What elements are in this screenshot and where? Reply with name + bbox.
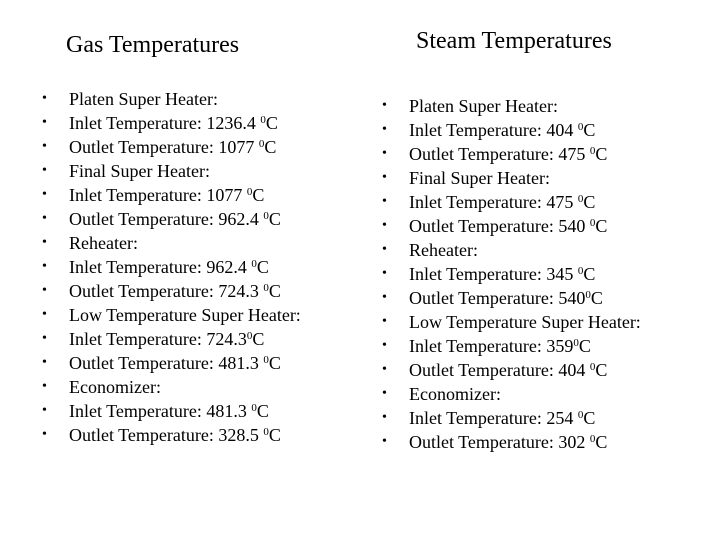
list-item (42, 135, 301, 159)
steam-temperatures-list (382, 94, 641, 454)
unit-suffix: C (595, 432, 608, 452)
item-text: Outlet Temperature: 328.5 (69, 425, 264, 445)
unit-suffix: C (252, 329, 265, 349)
item-text: Inlet Temperature: 481.3 (69, 401, 252, 421)
list-item (42, 423, 301, 447)
item-text: Outlet Temperature: 302 (409, 432, 590, 452)
bullet-icon: • (42, 91, 47, 106)
unit-suffix: C (265, 113, 278, 133)
unit-suffix: C (595, 144, 608, 164)
bullet-icon: • (42, 163, 47, 178)
list-item (382, 238, 641, 262)
bullet-icon: • (382, 194, 387, 209)
list-item (42, 327, 301, 351)
item-text: Economizer: (409, 384, 501, 404)
item-text: Inlet Temperature: 1236.4 (69, 113, 261, 133)
item-text: Inlet Temperature: 962.4 (69, 257, 252, 277)
unit-suffix: C (583, 120, 596, 140)
unit-suffix: C (595, 360, 608, 380)
item-text: Economizer: (69, 377, 161, 397)
unit-suffix: C (268, 209, 281, 229)
item-text: Low Temperature Super Heater: (409, 312, 641, 332)
bullet-icon: • (382, 362, 387, 377)
bullet-icon: • (382, 170, 387, 185)
item-text: Low Temperature Super Heater: (69, 305, 301, 325)
list-item (382, 310, 641, 334)
list-item (42, 159, 301, 183)
list-item (382, 286, 641, 310)
unit-suffix: C (590, 288, 603, 308)
bullet-icon: • (42, 379, 47, 394)
item-text: Outlet Temperature: 481.3 (69, 353, 264, 373)
unit-suffix: C (252, 185, 265, 205)
bullet-icon: • (382, 290, 387, 305)
bullet-icon: • (42, 187, 47, 202)
list-item (42, 255, 301, 279)
degree-superscript: 0 (263, 354, 269, 366)
bullet-icon: • (382, 218, 387, 233)
list-item (382, 190, 641, 214)
bullet-icon: • (42, 283, 47, 298)
bullet-icon: • (42, 211, 47, 226)
degree-superscript: 0 (260, 114, 266, 126)
bullet-icon: • (42, 139, 47, 154)
bullet-icon: • (42, 355, 47, 370)
bullet-icon: • (382, 410, 387, 425)
list-item (42, 399, 301, 423)
degree-superscript: 0 (251, 258, 257, 270)
unit-suffix: C (256, 257, 269, 277)
item-text: Outlet Temperature: 1077 (69, 137, 259, 157)
gas-temperatures-heading: Gas Temperatures (66, 32, 240, 58)
item-text: Inlet Temperature: 475 (409, 192, 578, 212)
bullet-icon: • (382, 434, 387, 449)
item-text: Inlet Temperature: 254 (409, 408, 578, 428)
degree-superscript: 0 (577, 121, 584, 133)
bullet-icon: • (382, 338, 387, 353)
list-item (382, 94, 641, 118)
list-item (382, 214, 641, 238)
degree-superscript: 0 (263, 426, 269, 438)
unit-suffix: C (268, 353, 281, 373)
list-item (42, 87, 301, 111)
unit-suffix: C (264, 137, 277, 157)
bullet-icon: • (42, 331, 47, 346)
item-text: Reheater: (69, 233, 138, 253)
unit-suffix: C (268, 281, 281, 301)
list-item (382, 166, 641, 190)
list-item (42, 111, 301, 135)
degree-superscript: 0 (577, 409, 584, 421)
list-item (42, 351, 301, 375)
bullet-icon: • (42, 259, 47, 274)
unit-suffix: C (583, 408, 596, 428)
list-item (382, 334, 641, 358)
degree-superscript: 0 (589, 361, 596, 373)
unit-suffix: C (583, 192, 596, 212)
degree-superscript: 0 (251, 402, 257, 414)
item-text: Outlet Temperature: 724.3 (69, 281, 264, 301)
bullet-icon: • (42, 115, 47, 130)
degree-superscript: 0 (246, 330, 253, 342)
list-item (382, 142, 641, 166)
degree-superscript: 0 (589, 217, 596, 229)
bullet-icon: • (382, 122, 387, 137)
bullet-icon: • (42, 307, 47, 322)
unit-suffix: C (578, 336, 591, 356)
item-text: Inlet Temperature: 724.3 (69, 329, 247, 349)
item-text: Final Super Heater: (409, 168, 550, 188)
list-item (42, 303, 301, 327)
unit-suffix: C (595, 216, 608, 236)
degree-superscript: 0 (246, 186, 253, 198)
list-item (42, 207, 301, 231)
bullet-icon: • (382, 386, 387, 401)
list-item (382, 430, 641, 454)
list-item (382, 118, 641, 142)
item-text: Outlet Temperature: 540 (409, 216, 590, 236)
bullet-icon: • (42, 427, 47, 442)
degree-superscript: 0 (573, 337, 579, 349)
bullet-icon: • (382, 242, 387, 257)
degree-superscript: 0 (263, 282, 269, 294)
degree-superscript: 0 (589, 145, 596, 157)
list-item (42, 375, 301, 399)
bullet-icon: • (382, 146, 387, 161)
gas-temperatures-list (42, 87, 301, 447)
degree-superscript: 0 (585, 289, 591, 301)
bullet-icon: • (382, 98, 387, 113)
degree-superscript: 0 (258, 138, 265, 150)
list-item (42, 183, 301, 207)
item-text: Inlet Temperature: 1077 (69, 185, 247, 205)
bullet-icon: • (42, 235, 47, 250)
list-item (382, 382, 641, 406)
item-text: Inlet Temperature: 359 (409, 336, 574, 356)
list-item (382, 406, 641, 430)
item-text: Platen Super Heater: (409, 96, 558, 116)
bullet-icon: • (382, 314, 387, 329)
degree-superscript: 0 (589, 433, 596, 445)
item-text: Inlet Temperature: 345 (409, 264, 578, 284)
item-text: Outlet Temperature: 540 (409, 288, 586, 308)
list-item (42, 231, 301, 255)
item-text: Inlet Temperature: 404 (409, 120, 578, 140)
item-text: Platen Super Heater: (69, 89, 218, 109)
unit-suffix: C (583, 264, 596, 284)
bullet-icon: • (382, 266, 387, 281)
list-item (42, 279, 301, 303)
degree-superscript: 0 (263, 210, 269, 222)
item-text: Outlet Temperature: 962.4 (69, 209, 264, 229)
degree-superscript: 0 (577, 265, 584, 277)
bullet-icon: • (42, 403, 47, 418)
item-text: Reheater: (409, 240, 478, 260)
item-text: Outlet Temperature: 404 (409, 360, 590, 380)
item-text: Outlet Temperature: 475 (409, 144, 590, 164)
steam-temperatures-heading: Steam Temperatures (416, 28, 612, 54)
list-item (382, 358, 641, 382)
unit-suffix: C (256, 401, 269, 421)
item-text: Final Super Heater: (69, 161, 210, 181)
list-item (382, 262, 641, 286)
unit-suffix: C (268, 425, 281, 445)
degree-superscript: 0 (577, 193, 584, 205)
